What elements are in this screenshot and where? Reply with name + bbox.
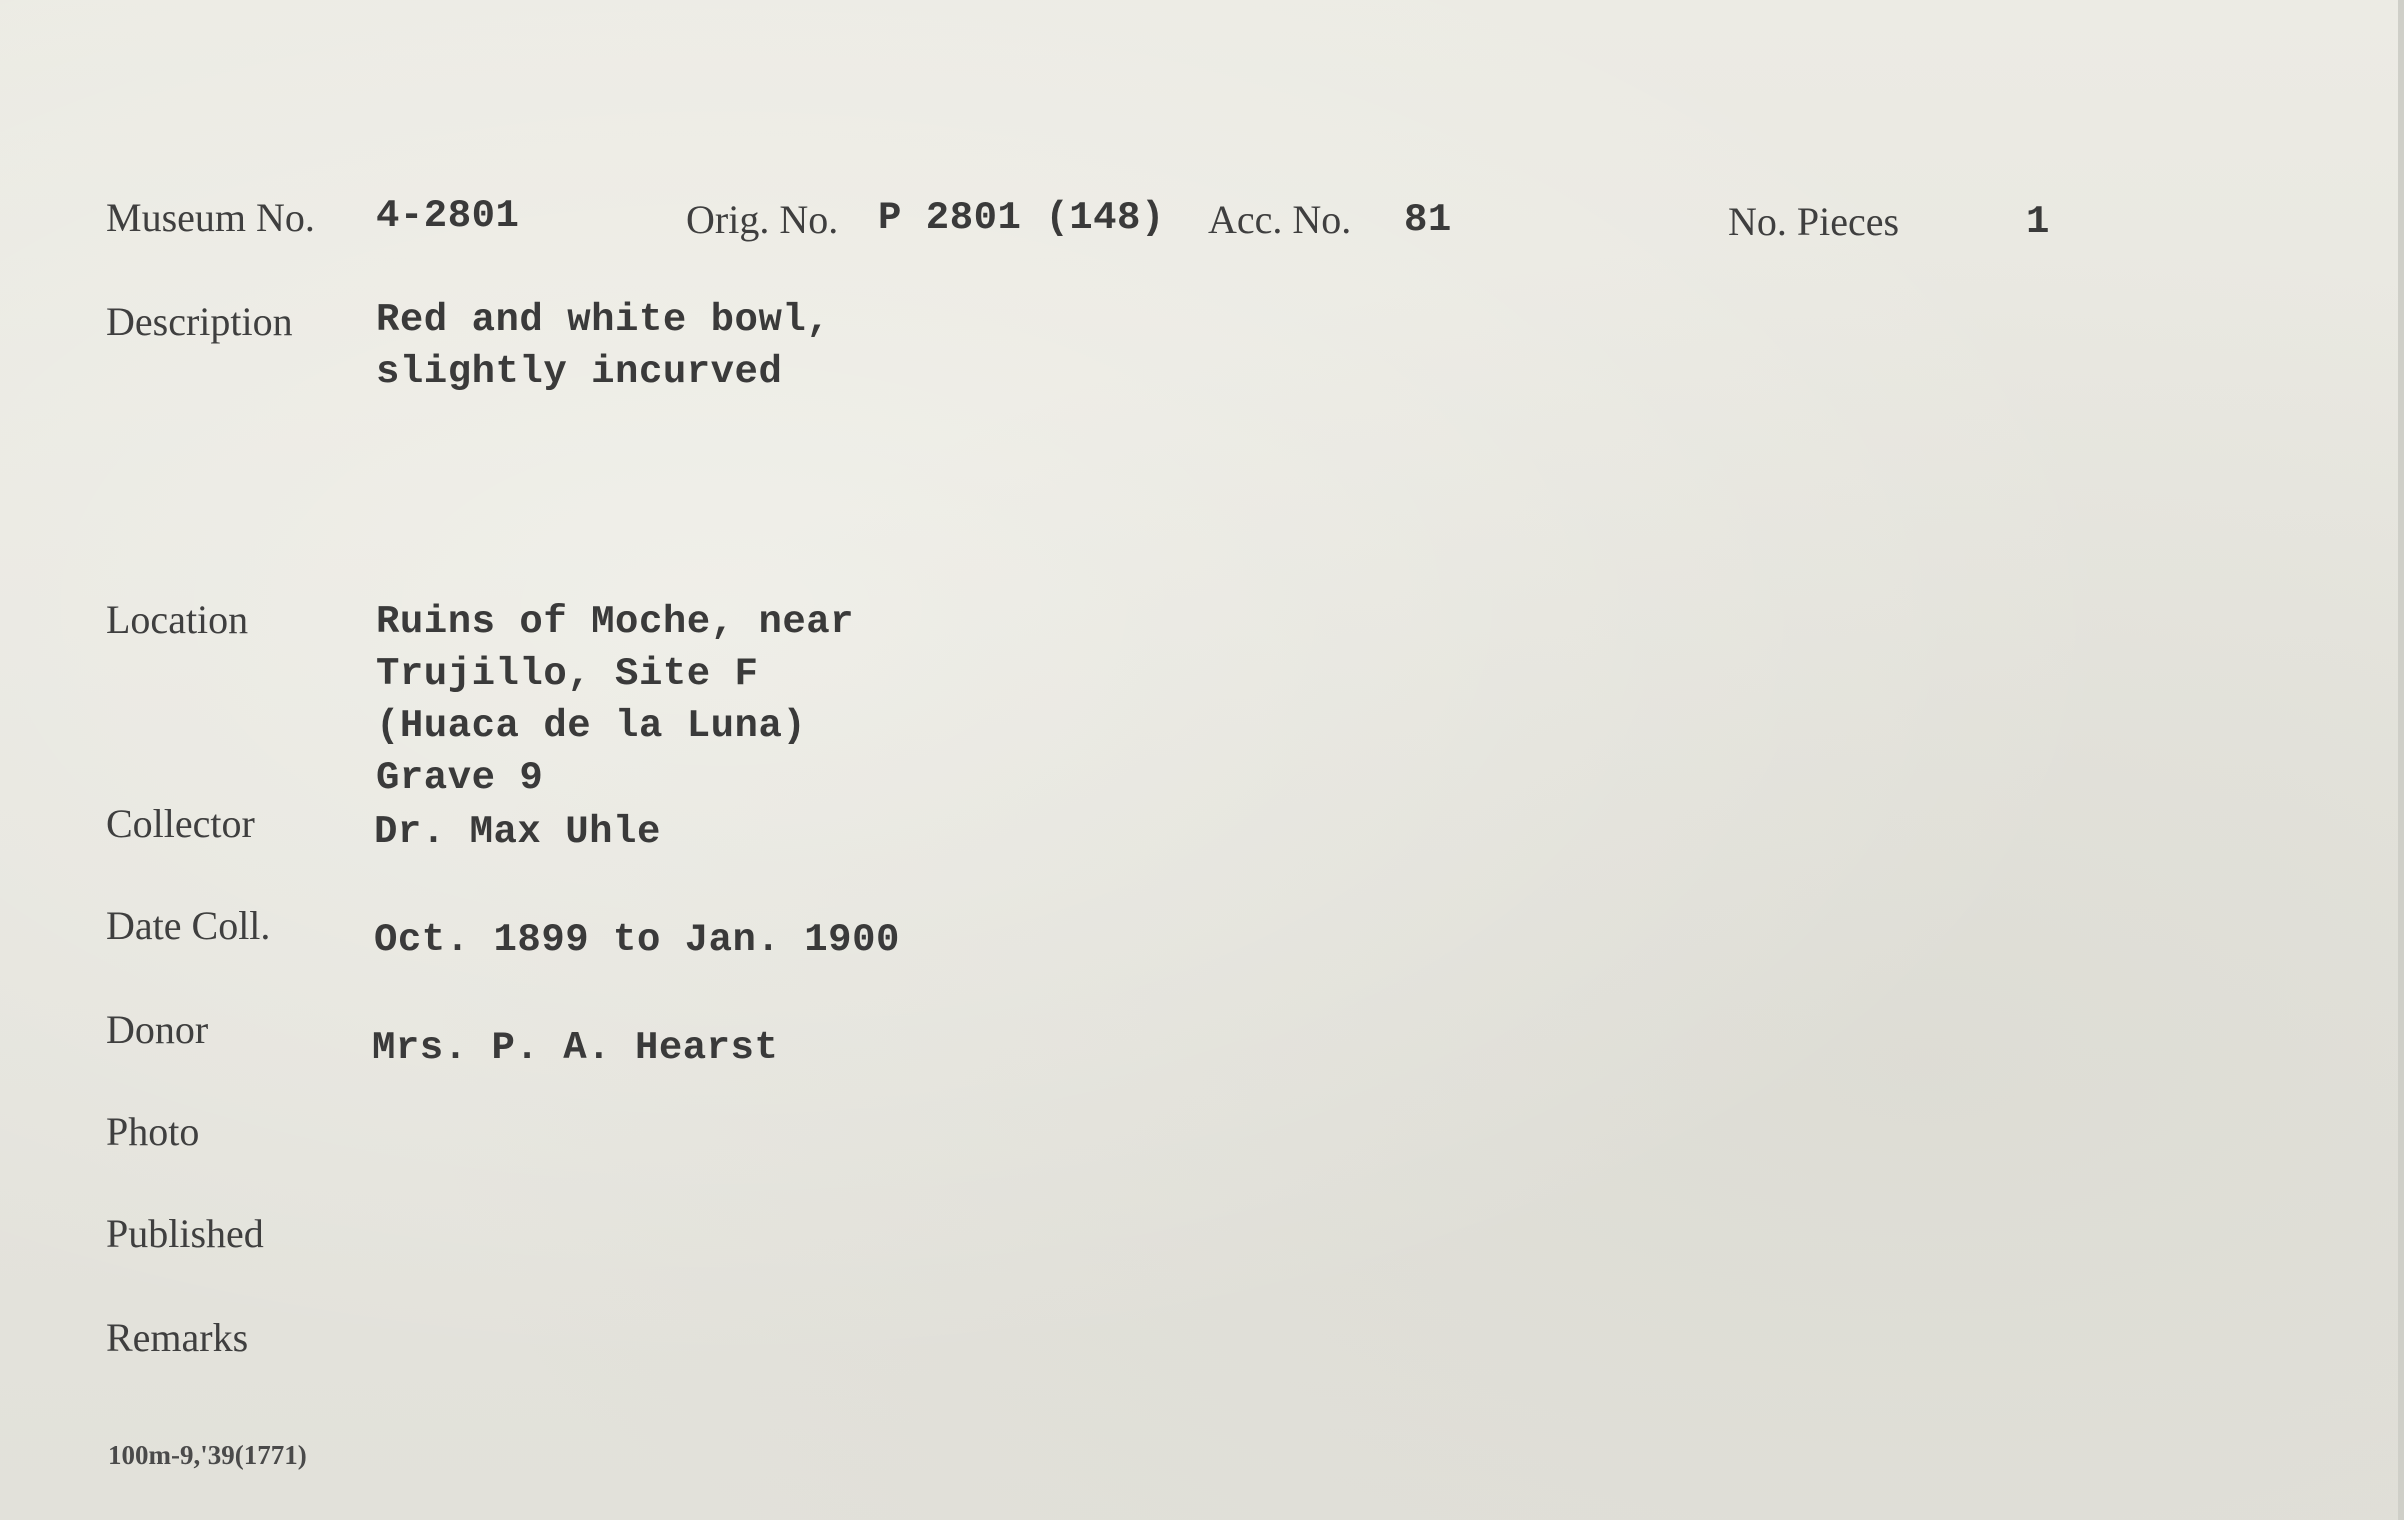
published-label: Published bbox=[106, 1211, 264, 1256]
location-label: Location bbox=[106, 597, 249, 642]
location-line-4: Grave 9 bbox=[376, 756, 544, 800]
form-code: 100m-9,'39(1771) bbox=[108, 1440, 307, 1470]
no-pieces-value: 1 bbox=[2026, 200, 2050, 244]
description-line-1: Red and white bowl, bbox=[376, 298, 831, 342]
date-coll-label: Date Coll. bbox=[106, 903, 271, 948]
donor-value: Mrs. P. A. Hearst bbox=[372, 1026, 779, 1070]
orig-no-value: P 2801 (148) bbox=[878, 196, 1165, 240]
location-line-3: (Huaca de la Luna) bbox=[376, 704, 807, 748]
location-line-2: Trujillo, Site F bbox=[376, 652, 759, 696]
photo-label: Photo bbox=[106, 1109, 200, 1154]
acc-no-value: 81 bbox=[1404, 198, 1452, 242]
no-pieces-label: No. Pieces bbox=[1728, 199, 1900, 244]
donor-label: Donor bbox=[106, 1007, 209, 1052]
orig-no-label: Orig. No. bbox=[686, 197, 839, 242]
collector-label: Collector bbox=[106, 801, 255, 846]
description-line-2: slightly incurved bbox=[376, 350, 783, 394]
acc-no-label: Acc. No. bbox=[1208, 197, 1352, 242]
card-edge bbox=[2398, 0, 2404, 1520]
collector-value: Dr. Max Uhle bbox=[374, 810, 661, 854]
remarks-label: Remarks bbox=[106, 1315, 249, 1360]
museum-no-label: Museum No. bbox=[106, 195, 315, 240]
location-line-1: Ruins of Moche, near bbox=[376, 600, 855, 644]
museum-no-value: 4-2801 bbox=[376, 194, 520, 238]
date-coll-value: Oct. 1899 to Jan. 1900 bbox=[374, 918, 900, 962]
description-label: Description bbox=[106, 299, 293, 344]
